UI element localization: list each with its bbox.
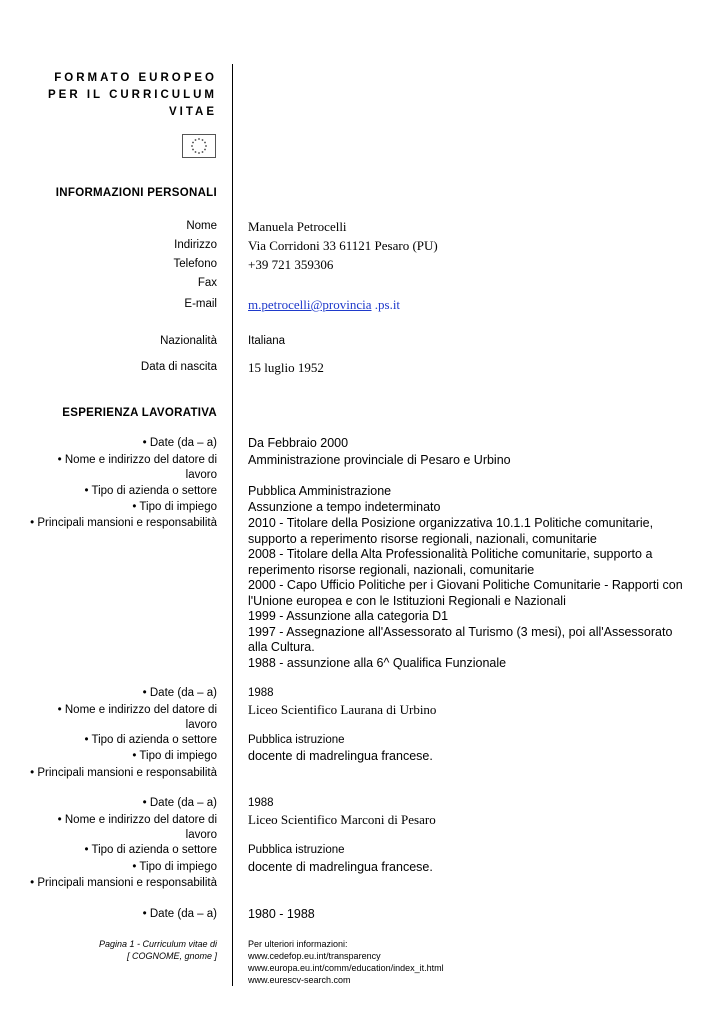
job2-job-type: docente di madrelingua francese. (248, 749, 433, 763)
dates-label: • Date (da – a) (142, 437, 217, 449)
birth-label: Data di nascita (140, 361, 217, 373)
job-type-label: • Tipo di impiego (132, 861, 217, 873)
nationality-label: Nazionalità (160, 335, 217, 347)
nationality-value: Italiana (248, 335, 286, 347)
footer-link[interactable]: www.eurescv-search.com (248, 975, 351, 985)
job-type-label: • Tipo di impiego (132, 750, 217, 762)
job2-dates: 1988 (248, 687, 274, 699)
address-label: Indirizzo (174, 239, 217, 251)
job-type-label: • Tipo di impiego (132, 501, 217, 513)
employer-label: • Nome e indirizzo del datore di lavoro (57, 814, 217, 841)
eu-flag-icon (182, 134, 216, 158)
vertical-divider (232, 64, 233, 986)
employer-label: • Nome e indirizzo del datore di lavoro (57, 704, 217, 731)
duty-item: 1999 - Assunzione alla categoria D1 (248, 609, 449, 623)
job1-sector: Pubblica Amministrazione (248, 484, 392, 498)
job3-dates: 1988 (248, 797, 274, 809)
duty-item: 1988 - assunzione alla 6^ Qualifica Funzionale (248, 655, 507, 670)
email-label: E-mail (184, 298, 217, 310)
email-suffix: .ps.it (371, 297, 401, 312)
email-value (248, 297, 400, 313)
dates-label: • Date (da – a) (142, 797, 217, 809)
footer-page-info (99, 938, 217, 962)
footer-link[interactable]: www.europa.eu.int/comm/education/index_it.html (248, 963, 444, 973)
job3-employer: Liceo Scientifico Marconi di Pesaro (248, 812, 436, 827)
title-line-2: PER IL CURRICULUM (48, 89, 217, 101)
footer-link[interactable]: www.cedefop.eu.int/transparency (248, 951, 381, 961)
job1-employer: Amministrazione provinciale di Pesaro e Urbino (248, 453, 511, 467)
dates-label: • Date (da – a) (142, 687, 217, 699)
job1-duties (248, 516, 688, 671)
section-title-personal: INFORMAZIONI PERSONALI (55, 187, 217, 199)
name-value: Manuela Petrocelli (248, 219, 347, 234)
duties-label: • Principali mansioni e responsabilità (30, 517, 217, 529)
job2-sector: Pubblica istruzione (248, 734, 345, 746)
sector-label: • Tipo di azienda o settore (84, 485, 217, 497)
name-label: Nome (186, 220, 217, 232)
job2-employer: Liceo Scientifico Laurana di Urbino (248, 702, 437, 717)
job4-dates: 1980 - 1988 (248, 907, 315, 921)
dates-label: • Date (da – a) (142, 908, 217, 920)
section-title-experience: ESPERIENZA LAVORATIVA (62, 407, 217, 419)
duties-label: • Principali mansioni e responsabilità (30, 767, 217, 779)
footer-links (248, 938, 444, 986)
fax-label: Fax (197, 277, 217, 289)
job1-job-type: Assunzione a tempo indeterminato (248, 500, 441, 514)
birth-value: 15 luglio 1952 (248, 360, 324, 375)
duty-item: 2008 - Titolare della Alta Professionalità Politiche comunitarie, supporto a reperimento risorse regionali, nazionali, comunitarie (248, 547, 653, 577)
sector-label: • Tipo di azienda o settore (84, 734, 217, 746)
address-value: Via Corridoni 33 61121 Pesaro (PU) (248, 238, 438, 253)
job1-dates: Da Febbraio 2000 (248, 436, 349, 450)
duties-label: • Principali mansioni e responsabilità (30, 877, 217, 889)
footer-left-line-2: [ COGNOME, gnome ] (126, 951, 217, 961)
phone-label: Telefono (173, 258, 217, 270)
cv-title (48, 70, 217, 121)
duty-item: 1997 - Assegnazione all'Assessorato al Turismo (3 mesi), poi all'Assessorato alla Cultura. (248, 624, 673, 654)
employer-label: • Nome e indirizzo del datore di lavoro (57, 454, 217, 481)
phone-value: +39 721 359306 (248, 257, 334, 272)
footer-right-line-1: Per ulteriori informazioni: (248, 939, 348, 949)
job3-sector: Pubblica istruzione (248, 844, 345, 856)
sector-label: • Tipo di azienda o settore (84, 844, 217, 856)
title-line-3: VITAE (168, 106, 217, 118)
title-line-1: FORMATO EUROPEO (54, 72, 217, 84)
email-link[interactable]: m.petrocelli@provincia (248, 297, 372, 312)
duty-item: 2010 - Titolare della Posizione organizzativa 10.1.1 Politiche comunitarie, supporto a reperimento risorse regionali, nazionali, comunitarie (248, 516, 654, 546)
footer-left-line-1: Pagina 1 - Curriculum vitae di (98, 939, 217, 949)
job3-job-type: docente di madrelingua francese. (248, 860, 433, 874)
duty-item: 2000 - Capo Ufficio Politiche per i Giovani Politiche Comunitarie - Rapporti con l'Unione europea e con le Istituzioni Regionali e Nazionali (248, 578, 683, 608)
